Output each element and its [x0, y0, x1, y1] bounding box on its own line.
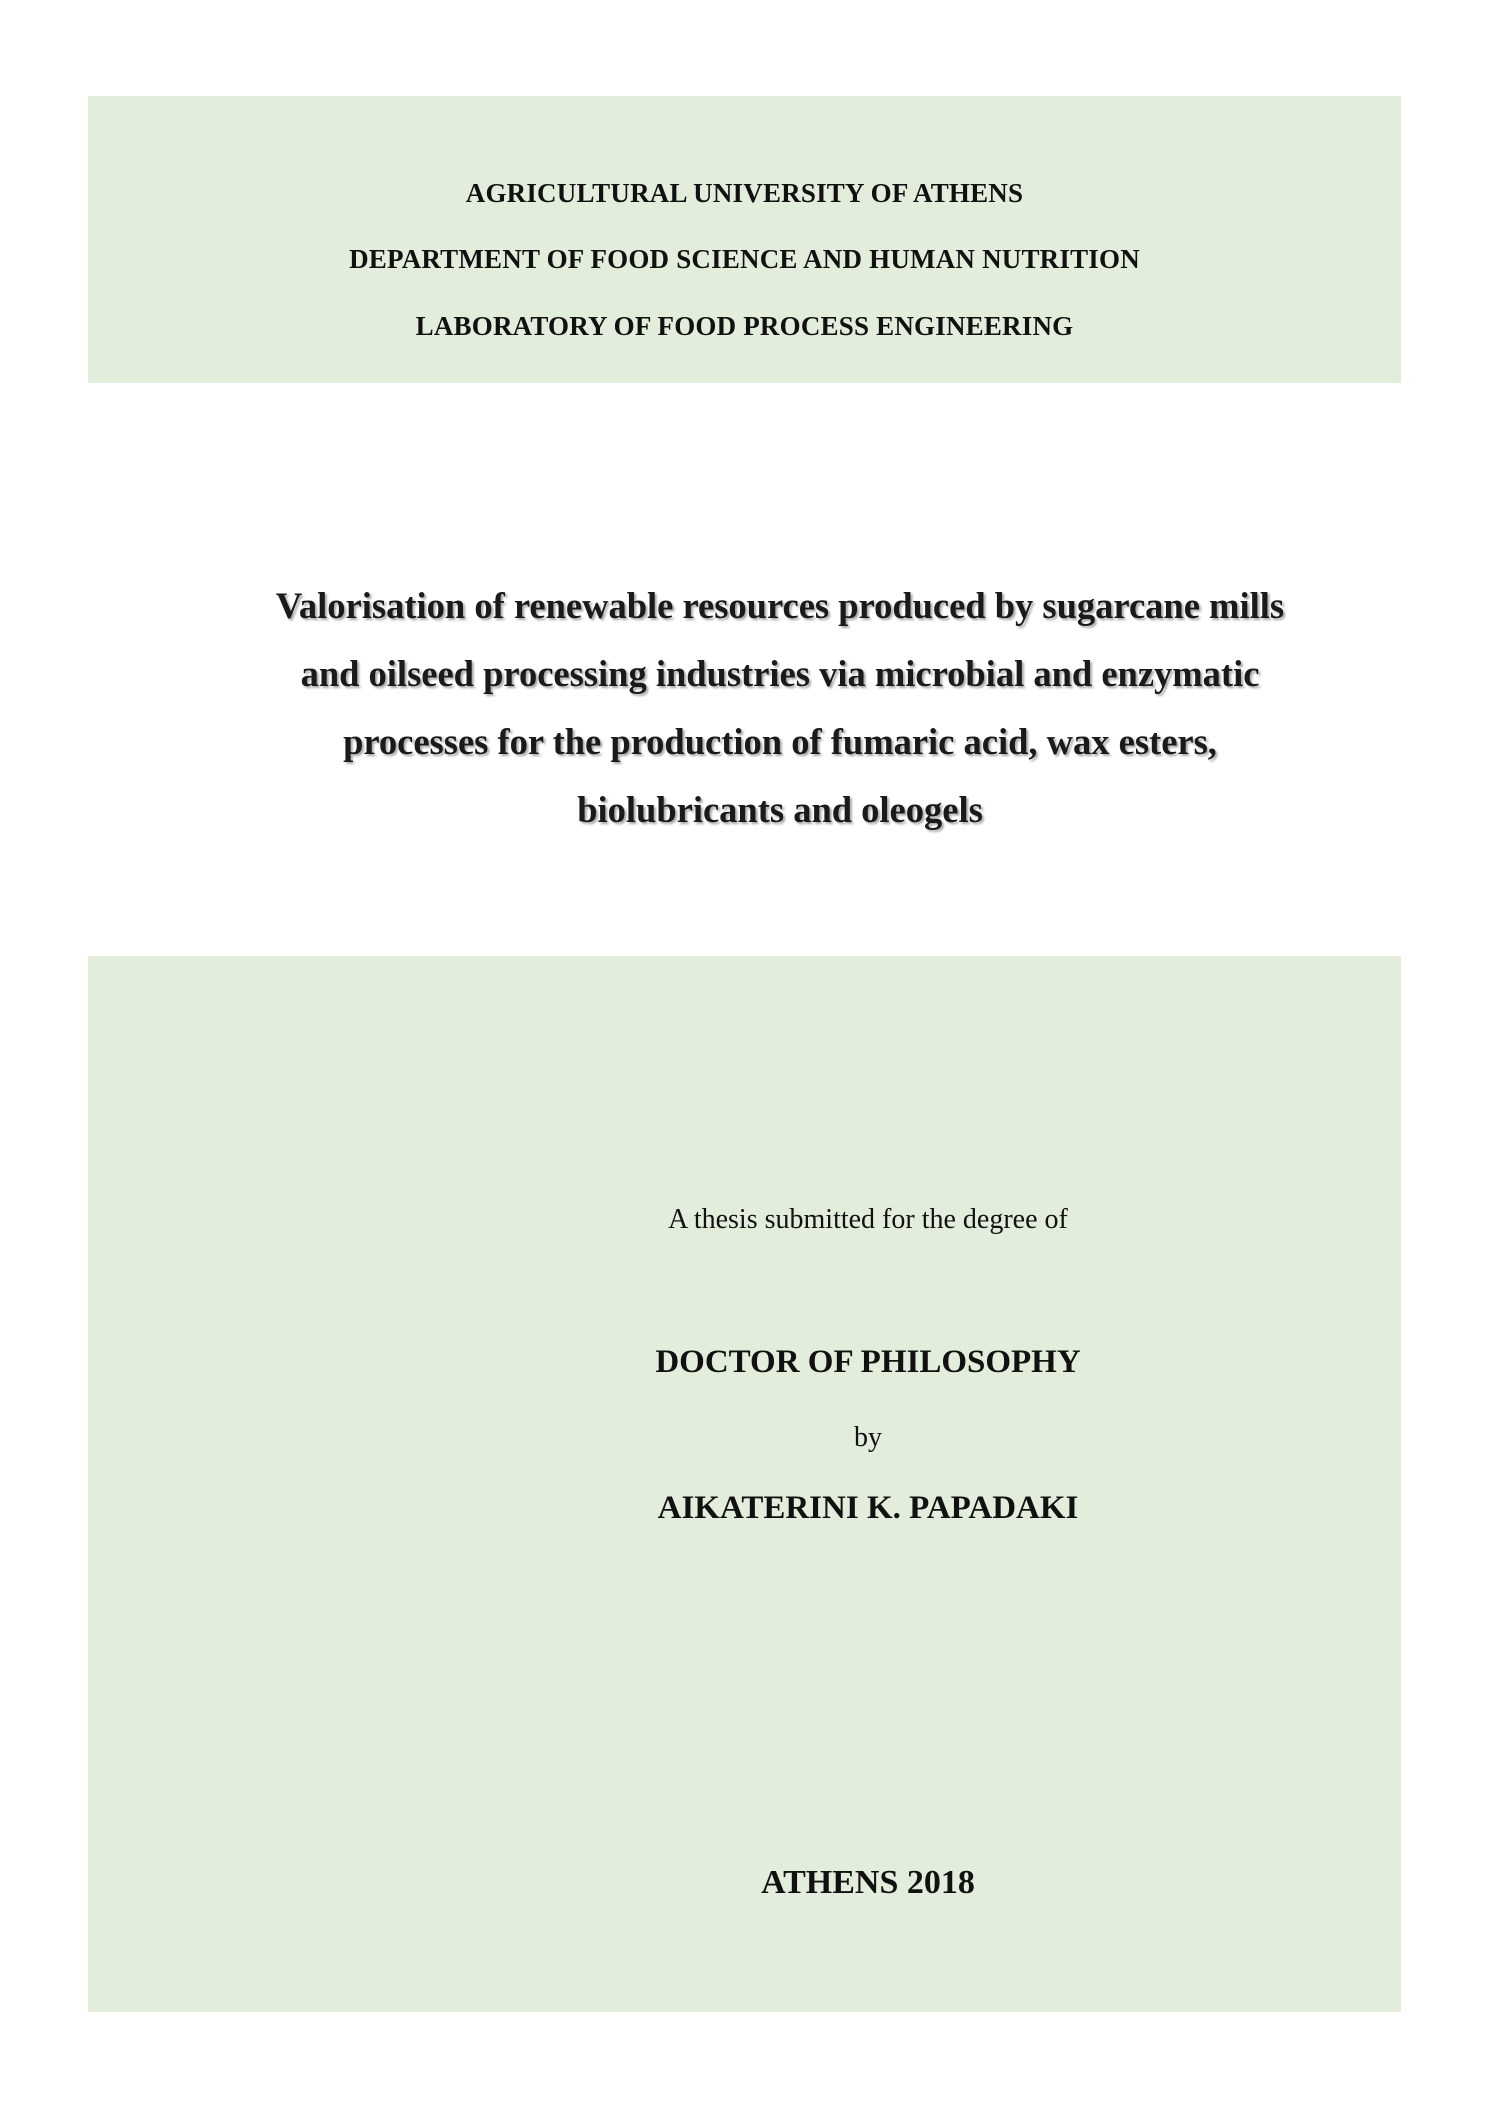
- department-name: DEPARTMENT OF FOOD SCIENCE AND HUMAN NUTRITION: [349, 244, 1140, 274]
- submission-panel: [88, 956, 1401, 2012]
- thesis-title-line: and oilseed processing industries via microbial and enzymatic: [300, 653, 1260, 694]
- thesis-title-line: biolubricants and oleogels: [577, 789, 983, 830]
- thesis-title-line: Valorisation of renewable resources produced by sugarcane mills: [275, 585, 1285, 626]
- laboratory-name: LABORATORY OF FOOD PROCESS ENGINEERING: [415, 311, 1074, 341]
- university-name: AGRICULTURAL UNIVERSITY OF ATHENS: [465, 178, 1024, 208]
- thesis-title-line: processes for the production of fumaric acid, wax esters,: [343, 721, 1217, 762]
- degree-name: DOCTOR OF PHILOSOPHY: [655, 1344, 1081, 1380]
- institution-panel: [88, 96, 1401, 383]
- by-label: by: [854, 1422, 882, 1453]
- place-year: ATHENS 2018: [761, 1864, 975, 1901]
- thesis-title: [150, 572, 1410, 844]
- submission-statement: A thesis submitted for the degree of: [668, 1204, 1068, 1235]
- author-name: AIKATERINI K. PAPADAKI: [657, 1490, 1079, 1526]
